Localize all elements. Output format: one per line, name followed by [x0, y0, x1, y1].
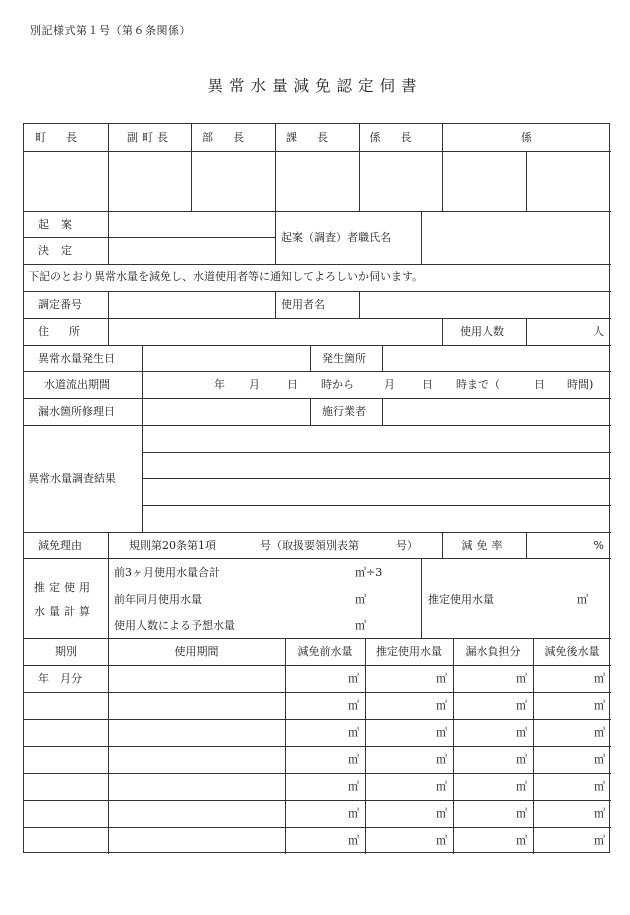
cubic-meter-unit: ㎥ [516, 672, 527, 685]
cubic-meter-unit: ㎥ [436, 726, 447, 739]
approval-fukucho: 副町長 [127, 131, 172, 144]
cubic-meter-unit: ㎥ [436, 780, 447, 793]
approval-kakaricho: 係長 [369, 131, 432, 144]
estimate-label-line2: 水量計算 [34, 605, 94, 618]
cubic-meter-unit: ㎥ [348, 753, 359, 766]
cubic-meter-unit: ㎥ [594, 699, 605, 712]
table-row [24, 665, 611, 692]
users-count-label: 使用人数 [460, 325, 504, 338]
cubic-meter-unit: ㎥ [516, 807, 527, 820]
form-table [23, 123, 610, 853]
reduction-rate-label: 減免率 [461, 539, 507, 552]
cubic-meter-unit: ㎥ [436, 672, 447, 685]
table-row [24, 827, 611, 854]
cubic-meter-unit: ㎥ [594, 834, 605, 847]
cubic-meter-unit: ㎥ [594, 726, 605, 739]
period-to-month: 月 [384, 378, 395, 391]
estimated-usage-unit: ㎥ [577, 593, 588, 606]
table-header-estimated: 推定使用水量 [376, 645, 442, 658]
contractor-label: 施行業者 [322, 405, 366, 418]
estimate-row2-label: 前年同月使用水量 [114, 593, 202, 606]
cubic-meter-unit: ㎥ [594, 807, 605, 820]
period-to-day: 日 [422, 378, 433, 391]
drafter-name-label: 起案（調査）者職氏名 [281, 231, 391, 244]
period-year: 年 [214, 378, 225, 391]
period-days: 日 [534, 378, 545, 391]
cubic-meter-unit: ㎥ [516, 834, 527, 847]
approval-cho: 町長 [35, 131, 97, 144]
repair-date-label: 漏水箇所修理日 [38, 405, 115, 418]
form-reference: 別記様式第１号（第６条関係） [30, 24, 191, 37]
cubic-meter-unit: ㎥ [594, 672, 605, 685]
table-row [24, 746, 611, 773]
table-header-usage-period: 使用期間 [174, 645, 219, 658]
occurrence-place-label: 発生箇所 [322, 352, 366, 365]
decision-number-label: 調定番号 [38, 298, 82, 311]
cubic-meter-unit: ㎥ [348, 699, 359, 712]
period-month: 月 [249, 378, 260, 391]
cubic-meter-unit: ㎥ [516, 780, 527, 793]
cubic-meter-unit: ㎥ [436, 699, 447, 712]
cubic-meter-unit: ㎥ [436, 753, 447, 766]
table-header-before: 減免前水量 [297, 645, 353, 658]
rate-unit: % [593, 539, 604, 552]
table-row [24, 773, 611, 800]
period-day: 日 [287, 378, 298, 391]
users-unit: 人 [593, 325, 604, 338]
table-header-period: 期別 [55, 645, 77, 658]
notice-text: 下記のとおり異常水量を減免し、水道使用者等に通知してよろしいか伺います。 [28, 270, 424, 283]
outflow-period-label: 水道流出期間 [44, 378, 110, 391]
cubic-meter-unit: ㎥ [436, 807, 447, 820]
draft-label: 起案 [38, 218, 84, 231]
cubic-meter-unit: ㎥ [436, 834, 447, 847]
estimate-row1-unit: ㎥÷3 [355, 566, 383, 579]
rule-number-suffix: 号（取扱要領別表第 [260, 539, 359, 552]
estimate-row3-label: 使用人数による予想水量 [114, 619, 235, 632]
cubic-meter-unit: ㎥ [516, 726, 527, 739]
cubic-meter-unit: ㎥ [348, 726, 359, 739]
period-until: 時まで（ [456, 378, 500, 391]
decision-label: 決定 [38, 244, 84, 257]
estimated-usage-label: 推定使用水量 [428, 593, 494, 606]
cubic-meter-unit: ㎥ [348, 834, 359, 847]
user-name-label: 使用者名 [281, 298, 325, 311]
period-from: 時から [321, 378, 354, 391]
cubic-meter-unit: ㎥ [348, 672, 359, 685]
occurrence-date-label: 異常水量発生日 [38, 352, 115, 365]
table-header-leak-burden: 漏水負担分 [465, 645, 521, 658]
estimate-row2-unit: ㎥ [355, 593, 366, 606]
cubic-meter-unit: ㎥ [594, 780, 605, 793]
estimate-row1-label: 前3ヶ月使用水量合計 [114, 566, 220, 579]
first-period-label: 年 月分 [38, 672, 82, 685]
approval-bucho: 部長 [202, 131, 264, 144]
approval-kakari: 係 [521, 131, 532, 144]
cubic-meter-unit: ㎥ [348, 807, 359, 820]
address-label: 住所 [38, 325, 100, 338]
reduction-reason-label: 減免理由 [38, 539, 82, 552]
period-hours: 時間) [567, 378, 594, 391]
survey-result-label: 異常水量調査結果 [28, 472, 116, 485]
table-header-after: 減免後水量 [544, 645, 600, 658]
rule-prefix: 規則第20条第1項 [129, 539, 216, 552]
form-title: 異常水量減免認定伺書 [207, 77, 423, 95]
approval-kacho: 課長 [286, 131, 348, 144]
cubic-meter-unit: ㎥ [516, 753, 527, 766]
estimate-label-line1: 推定使用 [34, 581, 94, 594]
rule-close: 号） [396, 539, 418, 552]
estimate-row3-unit: ㎥ [355, 619, 366, 632]
table-row [24, 800, 611, 827]
cubic-meter-unit: ㎥ [594, 753, 605, 766]
cubic-meter-unit: ㎥ [348, 780, 359, 793]
table-row [24, 719, 611, 746]
cubic-meter-unit: ㎥ [516, 699, 527, 712]
table-row [24, 692, 611, 719]
